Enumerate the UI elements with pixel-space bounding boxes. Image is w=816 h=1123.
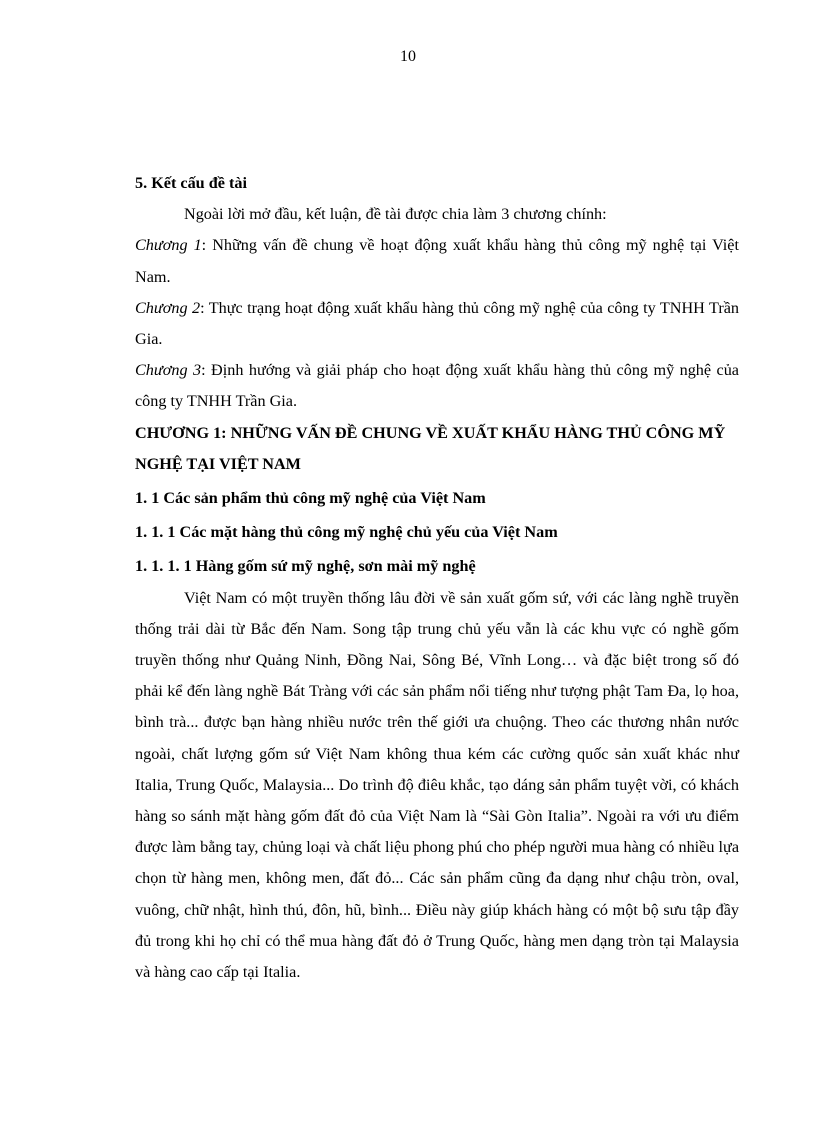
- section-heading: 5. Kết cấu đề tài: [135, 174, 247, 192]
- heading-1-1-1: 1. 1. 1 Các mặt hàng thủ công mỹ nghệ chủ yếu của Việt Nam: [135, 523, 558, 542]
- body-paragraph: Việt Nam có một truyền thống lâu đời về sản xuất gốm sứ, với các làng nghề truyền thống trải dài từ Bắc đến Nam. Song tập trung chủ yếu vẫn là các khu vực có nghề gốm truyền thống như Quảng Ninh, Đồng Nai, Sông Bé, Vĩnh Long… và đặc biệt trong số đó phải kể đến làng nghề Bát Tràng với các sản phẩm nổi tiếng như tượng phật Tam Đa, lọ hoa, bình trà... được bạn hàng nhiều nước trên thế giới ưa chuộng. Theo các thương nhân nước ngoài, chất lượng gốm sứ Việt Nam không thua kém các cường quốc sản xuất khác như Italia, Trung Quốc, Malaysia... Do trình độ điêu khắc, tạo dáng sản phẩm tuyệt vời, có khách hàng so sánh mặt hàng gốm đất đỏ của Việt Nam là “Sài Gòn Italia”. Ngoài ra với ưu điểm được làm bằng tay, chủng loại và chất liệu phong phú cho phép người mua hàng có nhiều lựa chọn từ hàng men, không men, đất đỏ... Các sản phẩm cũng đa dạng như chậu tròn, oval, vuông, chữ nhật, hình thú, đôn, hũ, bình... Điều này giúp khách hàng có một bộ sưu tập đầy đủ trong khi họ chỉ có thể mua hàng đất đỏ ở Trung Quốc, hàng men dạng tròn tại Malaysia và hàng cao cấp tại Italia.: [135, 588, 739, 982]
- chapter-2-text: : Thực trạng hoạt động xuất khẩu hàng thủ công mỹ nghệ của công ty TNHH Trần Gia.: [135, 298, 740, 349]
- chapter-1-summary: [135, 230, 739, 292]
- chapter-3-text: : Định hướng và giải pháp cho hoạt động xuất khẩu hàng thủ công mỹ nghệ của công ty TNHH Trần Gia.: [135, 361, 739, 411]
- page-number: 10: [400, 48, 416, 65]
- heading-1-1-1-1: 1. 1. 1. 1 Hàng gốm sứ mỹ nghệ, sơn mài mỹ nghệ: [135, 557, 476, 576]
- chapter-title: CHƯƠNG 1: NHỮNG VẤN ĐỀ CHUNG VỀ XUẤT KHẨU HÀNG THỦ CÔNG MỸ NGHỆ TẠI VIỆT NAM: [135, 423, 726, 473]
- chapter-1-label: Chương 1: [135, 236, 202, 255]
- chapter-2-label: Chương 2: [135, 298, 201, 317]
- heading-1-1: 1. 1 Các sản phẩm thủ công mỹ nghệ của Việt Nam: [135, 489, 486, 508]
- document-body: [135, 168, 739, 988]
- chapter-1-text: : Những vấn đề chung về hoạt động xuất khẩu hàng thủ công mỹ nghệ tại Việt Nam.: [135, 236, 739, 286]
- intro-paragraph: Ngoài lời mở đầu, kết luận, đề tài được chia làm 3 chương chính:: [184, 205, 607, 224]
- chapter-2-summary: [135, 293, 739, 355]
- chapter-3-summary: [135, 355, 739, 417]
- chapter-3-label: Chương 3: [135, 361, 202, 380]
